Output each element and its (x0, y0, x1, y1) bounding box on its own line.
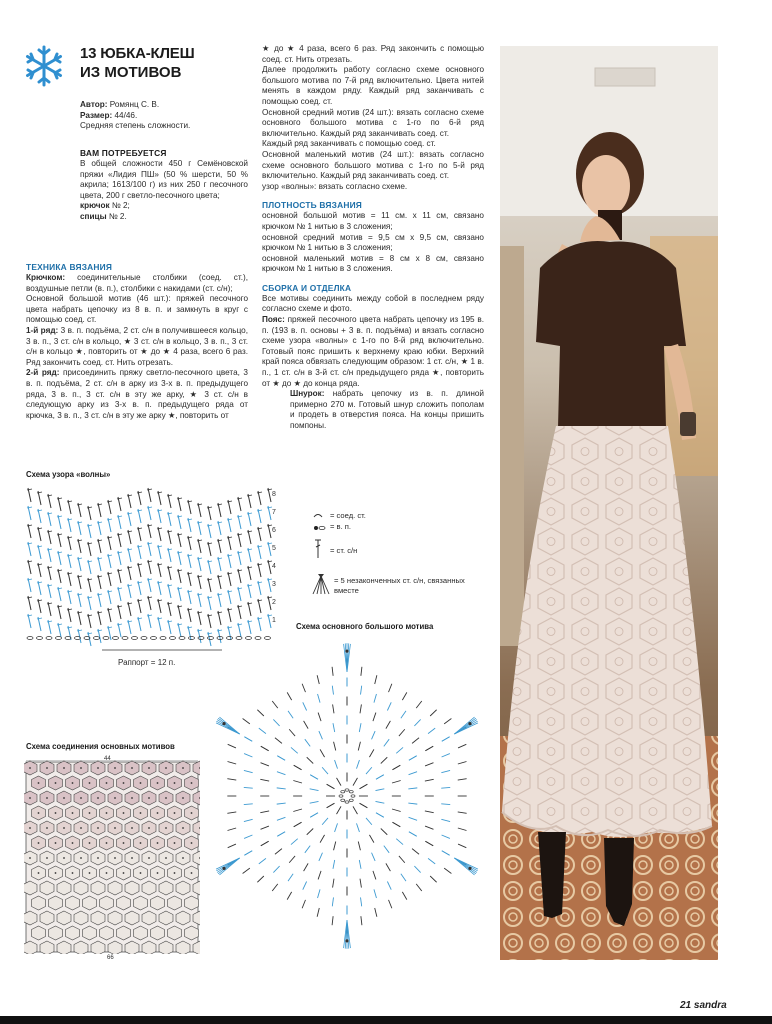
row1-text: 3 в. п. подъёма, 2 ст. с/н в получившееся кольцо, 3 в. п., 3 ст. с/н в кольцо, ★ 3 ст. с/н в кольцо, 3 в. п., 3 ст. с/н в кольцо ★, повторить от ★ до ★ 4 раза, всего 6 раз. Ряд закончить соед. ст. Нить отрезать. (26, 325, 248, 367)
page-number: 21 (680, 1000, 692, 1011)
model-photo (500, 46, 718, 960)
needles-value: № 2. (108, 211, 127, 221)
waves-row-number: 5 (272, 545, 276, 552)
hook-label: крючок (80, 201, 110, 211)
legend-item-2: = в. п. (330, 522, 352, 531)
density-heading: ПЛОТНОСТЬ ВЯЗАНИЯ (262, 200, 363, 211)
instr-p4: Каждый ряд заканчивать с помощью соед. ст. (262, 139, 436, 149)
density-2: основной средний мотив = 9,5 см х 9,5 см, связано крючком № 1 нитью в 3 сложения; (262, 232, 484, 253)
cord-text: набрать цепочку из в. п. длиной примерно 270 м. Готовый шнур сложить пополам и продеть в отверстия пояса. На концы пришить помпоны. (290, 389, 484, 430)
big-motif-text: Основной большой мотив (46 шт.): пряжей песочного цвета набрать цепочку из 8 в. п. и замкнуть в круг с помощью соед. ст. (26, 294, 248, 325)
instr-p3: Основной средний мотив (24 шт.): вязать согласно схеме основного большого мотива с 1-го по 6-й ряд включительно. Каждый ряд заканчивать соед. ст. (262, 107, 484, 138)
belt-text: пряжей песочного цвета набрать цепочку из 195 в. п. (193 в. п. основы + 3 в. п. подъёма) и вязать согласно схеме узора «волны» с 1-го по 8-й ряд включительно. Готовый пояс пришить к верхнему краю юбки. Верхний край пояса обвязать следующим образом: 1 ст. с/н, ★ 1 в. п., 1 ст. с/н в 3-й ст. с/н предыдущего ряда ★, повторить от ★ до ★ до конца ряда. (262, 315, 484, 388)
joining-diagram (24, 760, 200, 954)
big-motif-diagram (204, 634, 490, 958)
title-line-1: ЮБКА-КЛЕШ (100, 45, 195, 62)
joining-top-width: 44 (104, 756, 111, 762)
technique-heading: ТЕХНИКА ВЯЗАНИЯ (26, 262, 113, 272)
hook-technique-text: соединительные столбики (соед. ст.), воздушные петли (в. п.), столбики с накидами (ст. с/н); (26, 273, 249, 293)
instr-p5: Основной маленький мотив (24 шт.): вязать согласно схеме основного большого мотива с 1-го по 5-й ряд включительно. Каждый ряд заканчивать соед. ст. (262, 149, 484, 181)
row2-text: присоединить пряжу светло-песочного цвета, 3 в. п. подъёма, 2 ст. с/н в арку из 3-х в. п. предыдущего ряда, 3 в. п., 3 ст. с/н в эту же арку, ★ 3 ст. с/н в следующую арку из 3-х в. п. предыдущего ряда от крючка, 3 в. п., 3 ст. с/н в эту же арку ★, повторить от (26, 368, 248, 420)
technique-section (26, 262, 248, 421)
size-label: Размер: (80, 110, 113, 120)
hook-value: № 2; (111, 201, 130, 211)
snowflake-icon (22, 44, 66, 88)
needles-label: спицы (80, 211, 107, 221)
assembly-heading: СБОРКА И ОТДЕЛКА (262, 282, 352, 293)
joining-bottom-width: 66 (107, 955, 114, 961)
page-footer (680, 1000, 727, 1011)
legend-item-3: = ст. с/н (330, 546, 358, 555)
author-label: Автор: (80, 100, 108, 109)
legend-item-4: = 5 незаконченных ст. с/н, связанных вместе (334, 576, 465, 595)
difficulty: Средняя степень сложности. (80, 121, 191, 130)
materials-heading: ВАМ ПОТРЕБУЕТСЯ (80, 148, 167, 158)
instr-p1: ★ до ★ 4 раза, всего 6 раз. Ряд закончить с помощью соед. ст. Нить отрезать. (262, 44, 484, 64)
density-1: основной большой мотив = 11 см. х 11 см, связано крючком № 1 нитью в 3 сложения; (262, 211, 484, 231)
instr-p6: узор «волны»: вязать согласно схеме. (262, 181, 408, 191)
waves-row-number: 4 (272, 563, 276, 570)
article-meta (80, 100, 240, 132)
waves-row-number: 6 (272, 527, 276, 534)
magazine-brand: sandra (693, 1000, 727, 1011)
density-3: основной маленький мотив = 8 см х 8 см, связано крючком № 1 нитью в 3 сложения. (262, 253, 484, 274)
title-line-2: ИЗ МОТИВОВ (80, 64, 182, 81)
waves-row-number: 3 (272, 581, 276, 588)
row1-label: 1-й ряд: (26, 325, 59, 335)
materials-section (80, 148, 248, 223)
joining-diagram-title: Схема соединения основных мотивов (26, 742, 175, 751)
row2-label: 2-й ряд: (26, 368, 60, 378)
waves-row-number: 1 (272, 617, 276, 624)
waves-row-number: 7 (272, 509, 276, 516)
instructions-column (262, 44, 484, 432)
waves-diagram-title: Схема узора «волны» (26, 470, 111, 479)
belt-label: Пояс: (262, 315, 285, 325)
rapport-label: Раппорт = 12 п. (118, 658, 176, 667)
assembly-1: Все мотивы соединить между собой в последнем ряду согласно схеме и фото. (262, 293, 484, 314)
author-value: Ромянц С. В. (109, 100, 160, 109)
article-number: 13 (80, 45, 97, 62)
article-title (80, 44, 194, 82)
legend-item-1: = соед. ст. (330, 511, 366, 520)
cord-label: Шнурок: (290, 389, 325, 399)
bottom-bar (0, 1016, 772, 1024)
materials-text: В общей сложности 450 г Семёновской пряжи «Лидия ПШ» (50 % шерсти, 50 % акрила; 1613/100 г) из них 250 г песочного цвета, 200 г светло-песочного цвета; (80, 159, 248, 200)
waves-row-number: 2 (272, 599, 276, 606)
size-value: 44/46. (114, 110, 138, 120)
waves-row-number: 8 (272, 491, 276, 498)
hook-technique-label: Крючком: (26, 273, 66, 282)
big-motif-title: Схема основного большого мотива (296, 622, 434, 631)
instr-p2: Далее продолжить работу согласно схеме основного большого мотива по 7-й ряд включительно. Цвета нитей менять в каждом ряду. Каждый ряд заканчивать с помощью соед. ст. (262, 65, 484, 106)
